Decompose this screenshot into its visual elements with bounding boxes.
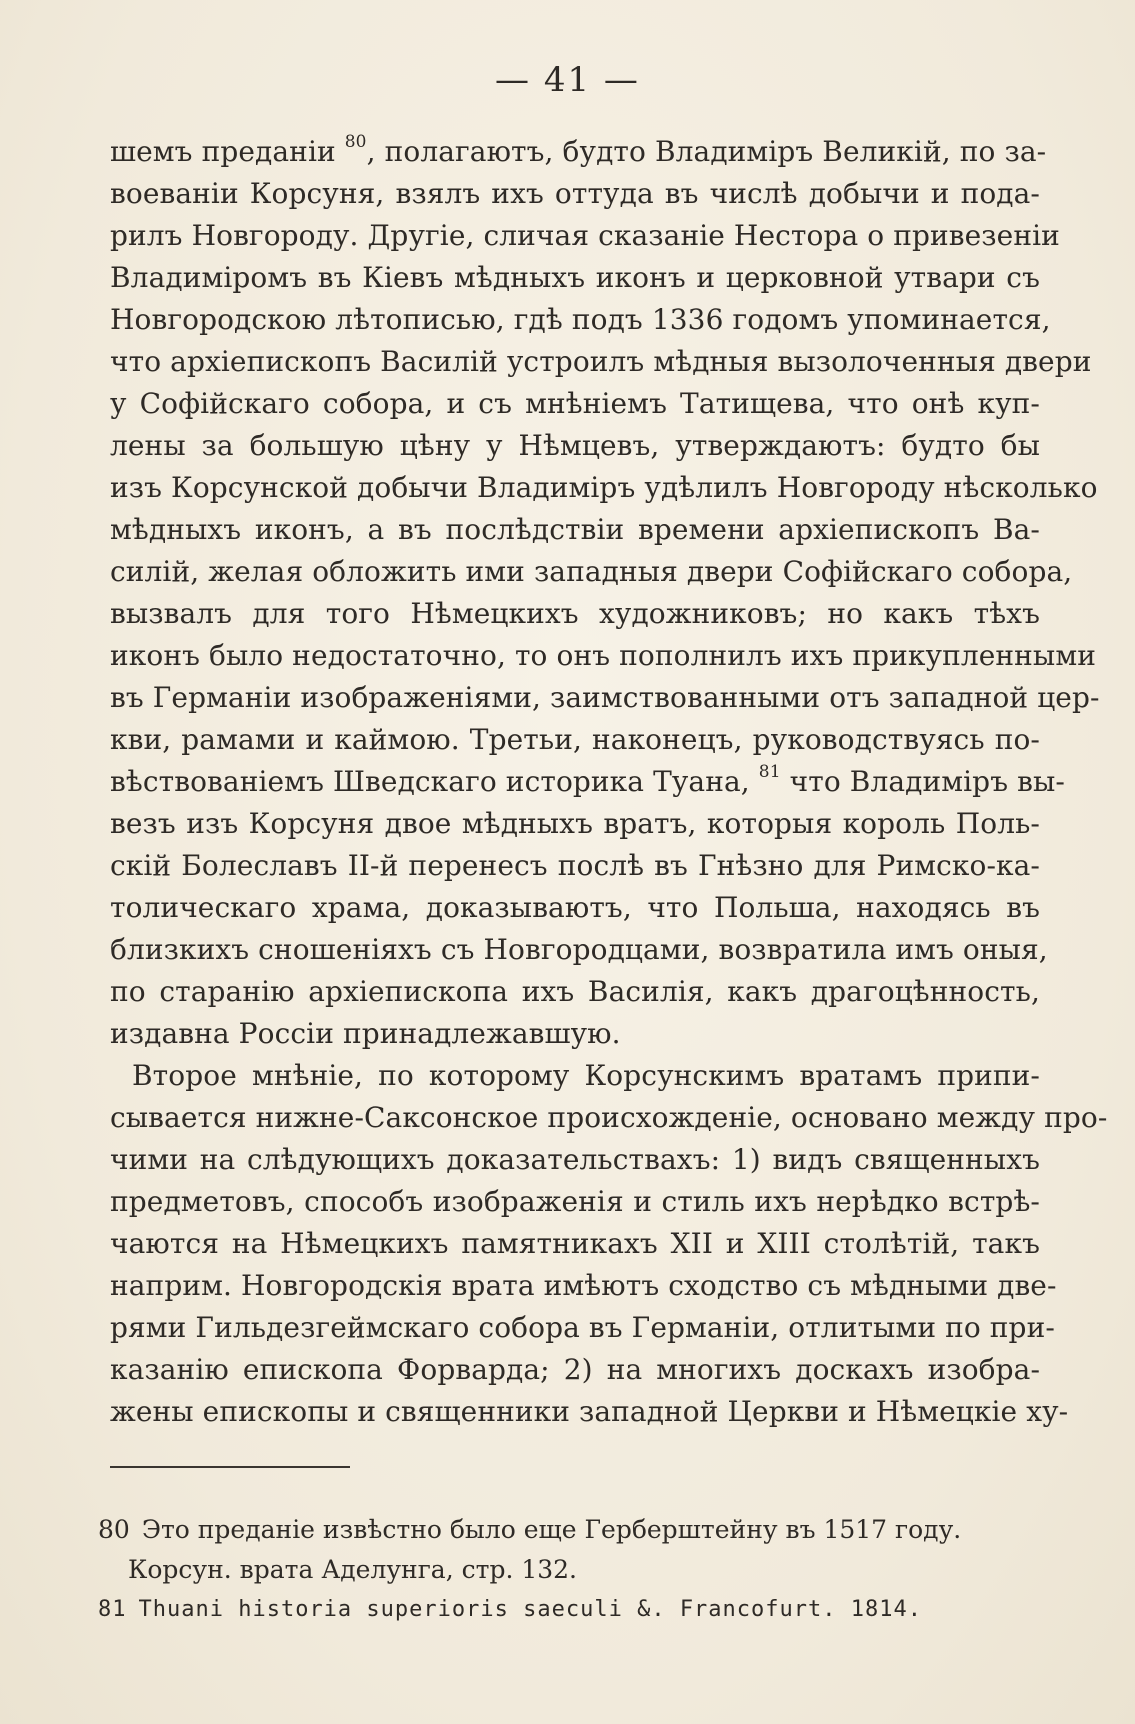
text-line: скій Болеславъ II-й перенесъ послѣ въ Гнѣзно для Римско-ка- bbox=[110, 849, 1040, 882]
footnote-number: 80 bbox=[98, 1515, 130, 1544]
body-text bbox=[110, 131, 1108, 1433]
text-line: Владиміромъ въ Кіевъ мѣдныхъ иконъ и церковной утвари съ bbox=[110, 261, 1040, 294]
text-line: жены епископы и священники западной Церкви и Нѣмецкіе ху- bbox=[110, 1395, 1069, 1428]
text-line: везъ изъ Корсуня двое мѣдныхъ вратъ, которыя король Поль- bbox=[110, 807, 1040, 840]
page-number: — 41 — bbox=[495, 60, 640, 100]
text-line: лены за большую цѣну у Нѣмцевъ, утверждаютъ: будто бы bbox=[110, 429, 1040, 462]
text-line: кви, рамами и каймою. Третьи, наконецъ, руководствуясь по- bbox=[110, 723, 1040, 756]
footnote-separator bbox=[110, 1466, 350, 1468]
text-line: въ Германіи изображеніями, заимствованными отъ западной цер- bbox=[110, 681, 1100, 714]
footnote-text: Это преданіе извѣстно было еще Герберштейну въ 1517 году. bbox=[141, 1515, 962, 1544]
text-line: казанію епископа Форварда; 2) на многихъ доскахъ изобра- bbox=[110, 1353, 1040, 1386]
text-line: шемъ преданіи $^{80}$, полагаютъ, будто Владиміръ Великій, по за- bbox=[110, 131, 1047, 168]
text-line: что архіепископъ Василій устроилъ мѣдныя вызолоченныя двери bbox=[110, 345, 1092, 378]
footnote bbox=[98, 1510, 1038, 1550]
footnote bbox=[98, 1590, 1038, 1630]
footnote-number: 81 bbox=[98, 1597, 127, 1622]
text-line: иконъ было недостаточно, то онъ пополнилъ ихъ прикупленными bbox=[110, 639, 1096, 672]
text-line: Новгородскою лѣтописью, гдѣ подъ 1336 годомъ упоминается, bbox=[110, 303, 1051, 336]
footnote-ref: 81 bbox=[758, 761, 781, 782]
text-line: толическаго храма, доказываютъ, что Польша, находясь въ bbox=[110, 891, 1040, 924]
footnote-text: Корсун. врата Аделунга, стр. 132. bbox=[128, 1555, 577, 1584]
text-line: чими на слѣдующихъ доказательствахъ: 1) видъ священныхъ bbox=[110, 1143, 1040, 1176]
text-line: мѣдныхъ иконъ, а въ послѣдствіи времени архіепископъ Ва- bbox=[110, 513, 1040, 546]
text-line: изъ Корсунской добычи Владиміръ удѣлилъ Новгороду нѣсколько bbox=[110, 471, 1098, 504]
footnote-ref: 80 bbox=[344, 131, 367, 152]
text-line: силій, желая обложить ими западныя двери Софійскаго собора, bbox=[110, 555, 1073, 588]
text-line: рями Гильдезгеймскаго собора въ Германіи, отлитыми по при- bbox=[110, 1311, 1055, 1344]
text-line: чаются на Нѣмецкихъ памятникахъ XII и XIII столѣтій, такъ bbox=[110, 1227, 1040, 1260]
text-line: по старанію архіепископа ихъ Василія, какъ драгоцѣнность, bbox=[110, 975, 1040, 1008]
paragraph-start-line: Второе мнѣніе, по которому Корсунскимъ вратамъ припи- bbox=[132, 1059, 1040, 1092]
text-line: наприм. Новгородскія врата имѣютъ сходство съ мѣдными две- bbox=[110, 1269, 1057, 1302]
text-line: предметовъ, способъ изображенія и стиль ихъ нерѣдко встрѣ- bbox=[110, 1185, 1040, 1218]
text-line: вѣствованіемъ Шведскаго историка Туана, $^{81}$ что Владиміръ вы- bbox=[110, 761, 1065, 798]
footnote-text: Thuani historia superioris saeculi &. Francofurt. 1814. bbox=[138, 1597, 922, 1622]
text-line: вызвалъ для того Нѣмецкихъ художниковъ; но какъ тѣхъ bbox=[110, 597, 1040, 630]
footnotes bbox=[98, 1510, 1038, 1630]
text-line: близкихъ сношеніяхъ съ Новгородцами, возвратила имъ оныя, bbox=[110, 933, 1048, 966]
text-line: у Софійскаго собора, и съ мнѣніемъ Татищева, что онѣ куп- bbox=[110, 387, 1040, 420]
text-line: рилъ Новгороду. Другіе, сличая сказаніе Нестора о привезеніи bbox=[110, 219, 1060, 252]
text-line: сывается нижне-Саксонское происхожденіе, основано между про- bbox=[110, 1101, 1108, 1134]
footnote-continuation bbox=[98, 1550, 1038, 1590]
text-line: воеваніи Корсуня, взялъ ихъ оттуда въ числѣ добычи и пода- bbox=[110, 177, 1040, 210]
paragraph-end-line: издавна Россіи принадлежавшую. bbox=[110, 1017, 621, 1050]
